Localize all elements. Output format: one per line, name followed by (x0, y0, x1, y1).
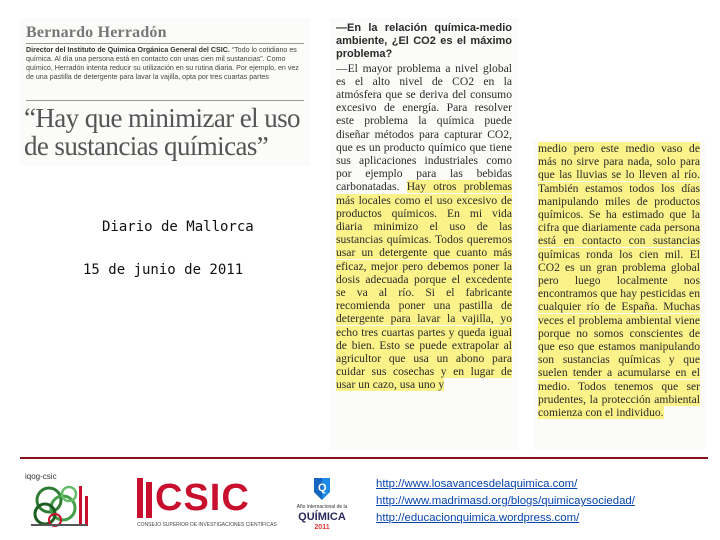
newspaper-name: Diario de Mallorca (102, 219, 254, 235)
article-column-1 (330, 18, 518, 450)
column-1-text (336, 22, 512, 392)
iqog-csic-logo (23, 470, 95, 530)
publication-date: 15 de junio de 2011 (83, 262, 244, 278)
intro-text: “Todo lo cotidiano es química. Al día una persona está en contacto con unas cien mil sustancias”. Como químico, Herradón intenta reducir su utilización en su rutina diaria. Por ejemplo, en vez de una pastilla de detergente para lavar la vajilla, opta por tres cuartas partes (26, 46, 299, 81)
iqog-logo-text: iqog-csic (25, 472, 57, 481)
year-logo-line2: QUÍMICA (298, 511, 346, 523)
svg-text:Q: Q (318, 482, 327, 494)
intro-bold: Director del Instituto de Química Orgánica General del CSIC. (26, 46, 230, 54)
author-rule (26, 43, 304, 44)
year-logo-line3: 2011 (314, 524, 330, 531)
article-column-2 (533, 140, 705, 450)
year-of-chemistry-logo (292, 472, 352, 534)
year-logo-line1: Año internacional de la (296, 504, 348, 510)
interview-answer: —El mayor problema a nivel global es el alto nivel de CO2 en la atmósfera que se deriva del consumo excesivo de energía. Para resolver este problema la química puede diseñar métodos para capturar CO2, que es un producto químico que tiene sus aplicaciones industriales como por ejemplo para las bebidas carbonatadas. (336, 61, 512, 194)
csic-wordmark: CSIC (155, 477, 250, 519)
reference-links (376, 476, 635, 527)
article-header-clipping (20, 18, 310, 166)
molecule-rings-icon (23, 480, 95, 530)
csic-bar-1 (137, 478, 143, 518)
link-losavances[interactable]: http://www.losavancesdelaquimica.com/ (376, 478, 578, 490)
csic-bar-2 (146, 482, 152, 518)
article-intro (26, 46, 304, 82)
interview-question: —En la relación química-medio ambiente, ¿El CO2 es el máximo problema? (336, 22, 512, 61)
flask-q-icon (310, 474, 334, 502)
column-2-text (538, 142, 700, 419)
highlighted-answer: Hay otros problemas más locales como el uso excesivo de productos químicos. En mi vida diaria minimizo el uso de las sustancias químicas. Todos queremos usar un detergente que cuanto más eficaz, mejor pero debemos poner la dosis adecuada porque el excedente se va al río. Si el fabricante recomienda poner una pastilla de detergente para lavar la vajilla, yo echo tres cuartas partes y queda igual de bien. Esto se puede extrapolar al agricultor que usa un abono para cuidar sus cosechas y en lugar de usar un cazo, usa uno y (336, 180, 512, 392)
link-madrimasd[interactable]: http://www.madrimasd.org/blogs/quimicaysociedad/ (376, 495, 635, 507)
footer-divider (20, 457, 708, 459)
link-educacionquimica[interactable]: http://educacionquimica.wordpress.com/ (376, 512, 580, 524)
article-headline: “Hay que minimizar el uso de sustancias químicas” (24, 103, 300, 161)
csic-subtitle: CONSEJO SUPERIOR DE INVESTIGACIONES CIENTÍFICAS (137, 522, 277, 528)
article-author: Bernardo Herradón (26, 24, 167, 41)
csic-logo (137, 477, 277, 532)
highlighted-continuation: medio pero este medio vaso de más no sirve para nada, solo para que las lluvias se lo lleven al río. También estamos todos los días manipulando miles de productos químicos. Se ha estimado que la cifra que diariamente cada persona está en contacto con sustancias químicas ronda los cien mil. El CO2 es un gran problema global pero luego localmente nos encontramos que hay pesticidas en cualquier río de España. Muchas veces el problema ambiental viene porque no somos conscientes de que eso que estamos manipulando son sustancias químicas y que suelen tender a acumularse en el medio. Todos tenemos que ser prudentes, la protección ambiental comienza con el individuo. (538, 142, 700, 420)
intro-rule (26, 100, 304, 101)
